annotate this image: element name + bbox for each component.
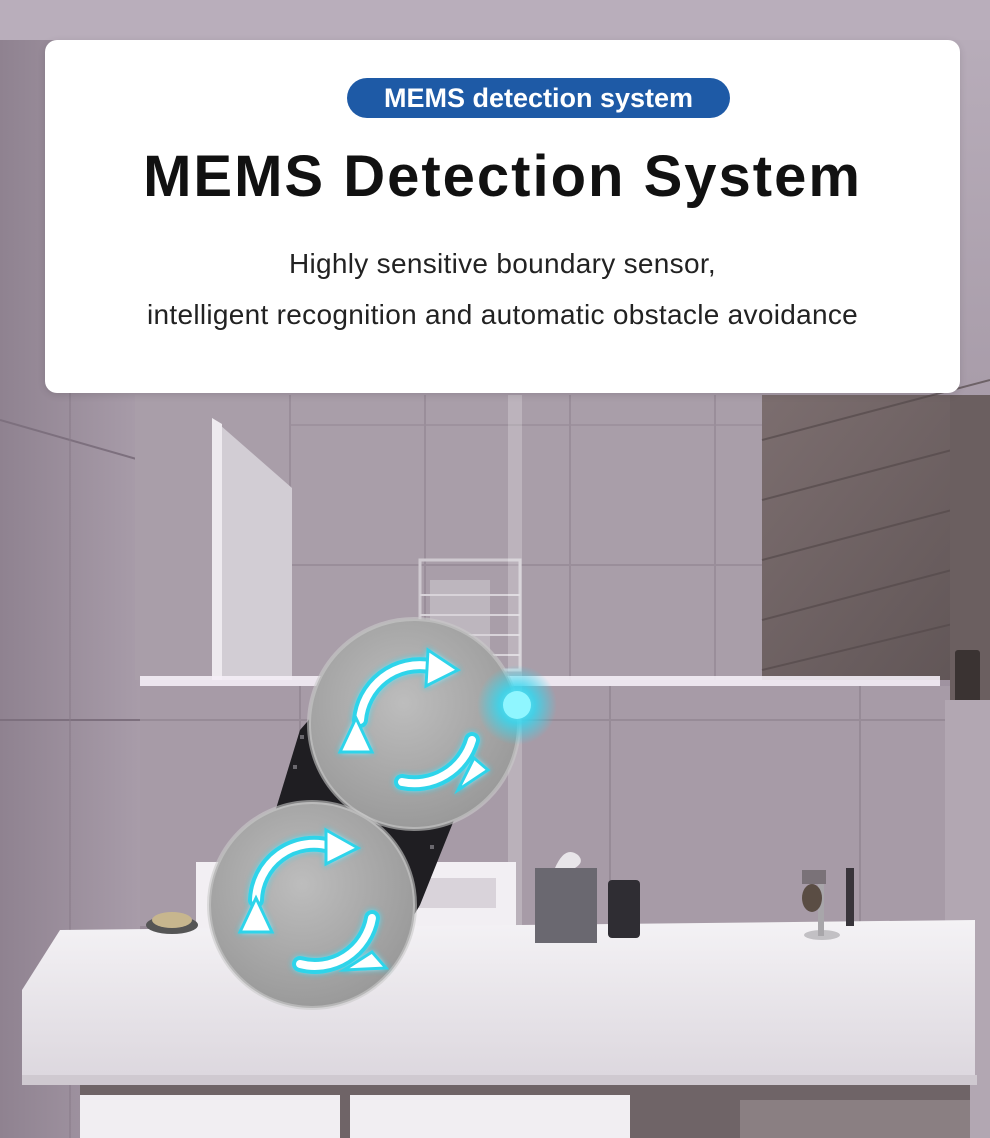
subtitle-line-2: intelligent recognition and automatic obstacle avoidance — [146, 299, 859, 330]
subtitle-line-1: Highly sensitive boundary sensor, — [288, 248, 716, 279]
page-title: MEMS Detection System — [143, 144, 862, 209]
badge-label: MEMS detection system — [347, 78, 730, 118]
info-card — [45, 40, 960, 393]
